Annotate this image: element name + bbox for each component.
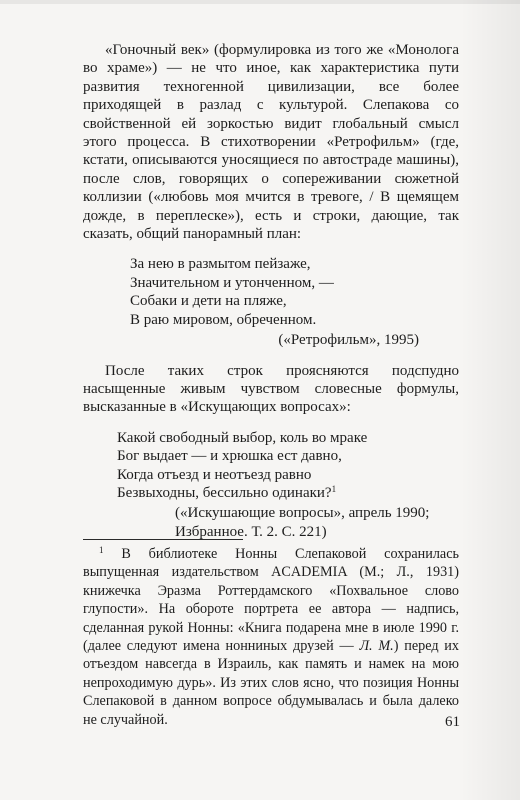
verse-2-line-with-footnote bbox=[117, 484, 459, 502]
paragraph-2: После таких строк проясняются подспудно насыщенные живым чувством словесные формулы, высказанные в «Искущающих вопросах»: bbox=[83, 362, 459, 416]
verse-2-line: Когда отъезд и неотъезд равно bbox=[117, 466, 312, 483]
verse-1-line: Значительном и утонченном, — bbox=[130, 274, 334, 291]
footnote bbox=[83, 545, 459, 729]
footnote-text-part-1: В библиотеке Нонны Слепаковой сохранилась выпущенная издательством ACADEMIA (М.; Л., 1931) книжечка Эразма Роттердамского «Похвальное слово глупости». На обороте портрета ее автора — надпись, сделанная рукой Нонны: «Книга подарена мне в июле 1990 г. (далее следуют имена нонниных друзей — bbox=[83, 546, 460, 655]
verse-1-line: Собаки и дети на пляже, bbox=[130, 293, 287, 310]
page-number: 61 bbox=[445, 714, 460, 730]
verse-1-line: В раю мировом, обреченном. bbox=[130, 311, 317, 328]
verse-2-source-line: Избранное. Т. 2. С. 221) bbox=[175, 523, 327, 540]
verse-2-line-text: Безвыходны, бессильно одинаки? bbox=[117, 484, 332, 501]
main-text bbox=[83, 41, 459, 541]
verse-2-source bbox=[117, 504, 459, 541]
verse-quote-2 bbox=[83, 429, 459, 541]
footnote-author-initials: Л. М. bbox=[359, 638, 394, 655]
verse-quote-1 bbox=[83, 255, 459, 349]
paragraph-1: «Гоночный век» (формулировка из того же «Монолога во храме») — не что иное, как характеристика пути развития техногенной цивилизации, все более приходящей в разлад с культурой. Слепакова со свойственной ей зоркостью видит глобальный смысл этого процесса. В стихотворении «Ретрофильм» (где, кстати, описываются уносящиеся по автостраде машины), после слов, говорящих о сопереживании сюжетной коллизии («любовь моя мчится в тревоге, / В щемящем дожде, в переплеске»), есть и строки, дающие, так сказать, общий панорамный план: bbox=[83, 42, 459, 243]
verse-2-source-line: («Искушающие вопросы», апрель 1990; bbox=[175, 505, 430, 522]
verse-1-line: За нею в размытом пейзаже, bbox=[130, 256, 311, 273]
verse-2-line: Какой свободный выбор, коль во мраке bbox=[117, 429, 368, 446]
verse-1-source: («Ретрофильм», 1995) bbox=[278, 332, 419, 349]
footnote-text-part-2: ) перед их отъездом навсегда в Израиль, как память и намек на мою непроходимую дурь». Из этих слов ясно, что позиция Нонны Слепаковой в данном вопросе обдумывалась и была далеко не случайной. bbox=[83, 638, 459, 728]
footnote-marker: 1 bbox=[99, 545, 104, 555]
verse-2-line: Бог выдает — и хрюшка ест давно, bbox=[117, 448, 342, 465]
footnote-reference[interactable]: 1 bbox=[331, 483, 337, 494]
footnote-divider bbox=[83, 539, 243, 540]
